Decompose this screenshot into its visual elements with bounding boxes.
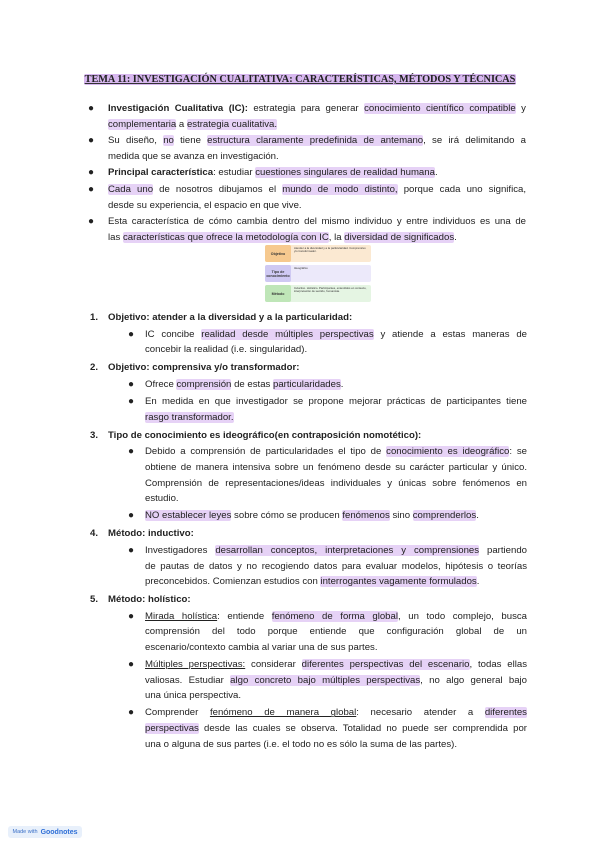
section-item-line: IC concibe realidad desde múltiples perspectivas y atiende a estas maneras de [145,328,527,340]
bullet-icon: ● [88,103,95,114]
diagram-row-text: Atender a la diversidad y a la particularidad. Comprensivo y/o transformador. [294,246,366,254]
section-item-line: Debido a comprensión de particularidades el tipo de conocimiento es ideográfico: se [145,446,527,458]
diagram-row [265,265,371,282]
diagram-row-text: Inductivo. Holístico. Participantes, entendidos en contexto, interpretación de sentido, humanista. [294,286,367,294]
bullet-icon: ● [88,184,95,195]
intro-item-line: Principal característica: estudiar cuestiones singulares de realidad humana. [108,167,438,179]
intro-item-line: Esta característica de cómo cambia dentro del mismo individuo y entre individuos es una de [108,216,526,228]
page-title: TEMA 11: INVESTIGACIÓN CUALITATIVA: CARACTERÍSTICAS, MÉTODOS Y TÉCNICAS [84,74,516,85]
section-number: 3. [90,429,99,441]
intro-item-line: Su diseño, no tiene estructura claramente predefinida de antemano, se irá delimitando a [108,135,526,147]
section-item-line: Comprensión de representaciones/ideas individuales y únicas sobre fenómenos en [145,477,527,489]
sub-bullet-icon: ● [128,707,135,719]
section-number: 1. [90,312,99,323]
section-item-line: rasgo transformador. [145,411,234,423]
intro-item-line: desde su experiencia, el espacio en que vive. [108,199,302,211]
sub-bullet-icon: ● [128,396,135,407]
intro-item-line: Cada uno de nosotros dibujamos el mundo de modo distinto, porque cada uno significa, [108,184,527,195]
diagram-row-text: Ideográfico [294,266,308,270]
section-item-line: concebir la realidad (i.e. singularidad). [145,344,308,356]
section-item-line: comprensión del todo porque entiende que configuración global de un [145,626,527,638]
sub-bullet-icon: ● [128,446,135,458]
section-item-line: de pautas de datos y no recogiendo datos para evaluar modelos, hipótesis o teorías [145,560,527,572]
diagram-row-label: Método [265,285,291,302]
section-heading: Tipo de conocimiento es ideográfico(en contraposición nomotético): [108,429,422,441]
section-heading: Objetivo: atender a la diversidad y a la particularidad: [108,312,353,323]
sub-bullet-icon: ● [128,510,135,522]
section-item-line: En medida en que investigador se propone mejorar prácticas de participantes tiene [145,396,527,407]
section-heading: Método: inductivo: [108,528,194,540]
section-item-line: estudio. [145,493,179,505]
bullet-icon: ● [88,135,95,147]
section-item-line: perspectivas desde las cuales se observa. Totalidad no puede ser comprendida por [145,723,527,734]
sub-bullet-icon: ● [128,378,135,390]
section-item-line: Investigadores desarrollan conceptos, interpretaciones y comprensiones partiendo [145,544,528,556]
summary-diagram [265,245,371,305]
intro-item-line: complementaria a estrategia cualitativa. [108,118,278,130]
section-number: 2. [90,362,99,374]
section-number: 5. [90,594,99,606]
section-item-line: Ofrece comprensión de estas particularidades. [145,378,344,390]
section-item-line: Mirada holística: entiende fenómeno de forma global, un todo complejo, busca [145,610,528,622]
intro-item-line: Investigación Cualitativa (IC): estrategia para generar conocimiento científico compatible y [108,103,526,114]
diagram-row [265,245,371,262]
sub-bullet-icon: ● [128,328,135,340]
section-item-line: preconcebidos. Comienzan estudios con interrogantes vagamente formulados. [145,576,480,588]
sub-bullet-icon: ● [128,659,135,671]
section-item-line: valiosas. Estudiar algo concreto bajo múltiples perspectivas, no algo general bajo [145,674,527,686]
sub-bullet-icon: ● [128,544,135,556]
goodnotes-badge: Made with Goodnotes [8,826,82,838]
section-item-line: NO establecer leyes sobre cómo se producen fenómenos sino comprenderlos. [145,510,479,522]
section-item-line: Múltiples perspectivas: considerar diferentes perspectivas del escenario, todas ellas [145,659,528,671]
intro-item-line: las características que ofrece la metodología con IC, la diversidad de significados. [108,231,457,243]
section-heading: Objetivo: comprensiva y/o transformador: [108,362,300,374]
section-heading: Método: holístico: [108,594,191,606]
diagram-row [265,285,371,302]
bullet-icon: ● [88,216,95,228]
section-item-line: escenario/contexto cambia al variar una de sus partes. [145,642,378,653]
section-item-line: Comprender fenómeno de manera global: necesario atender a diferentes [145,707,527,719]
diagram-row-label: Tipo de conocimiento [265,265,291,282]
bullet-icon: ● [88,167,95,179]
section-item-line: una única perspectiva. [145,690,241,702]
section-number: 4. [90,528,99,540]
intro-item-line: medida que se avanza en investigación. [108,150,279,162]
section-item-line: una o alguna de sus partes (i.e. el todo no es sólo la suma de las partes). [145,738,457,750]
section-item-line: obtiene de manera intensiva sobre un fenómeno desde su carácter particular y único. [145,461,527,473]
diagram-row-label: Objetivo [265,245,291,262]
sub-bullet-icon: ● [128,610,135,622]
